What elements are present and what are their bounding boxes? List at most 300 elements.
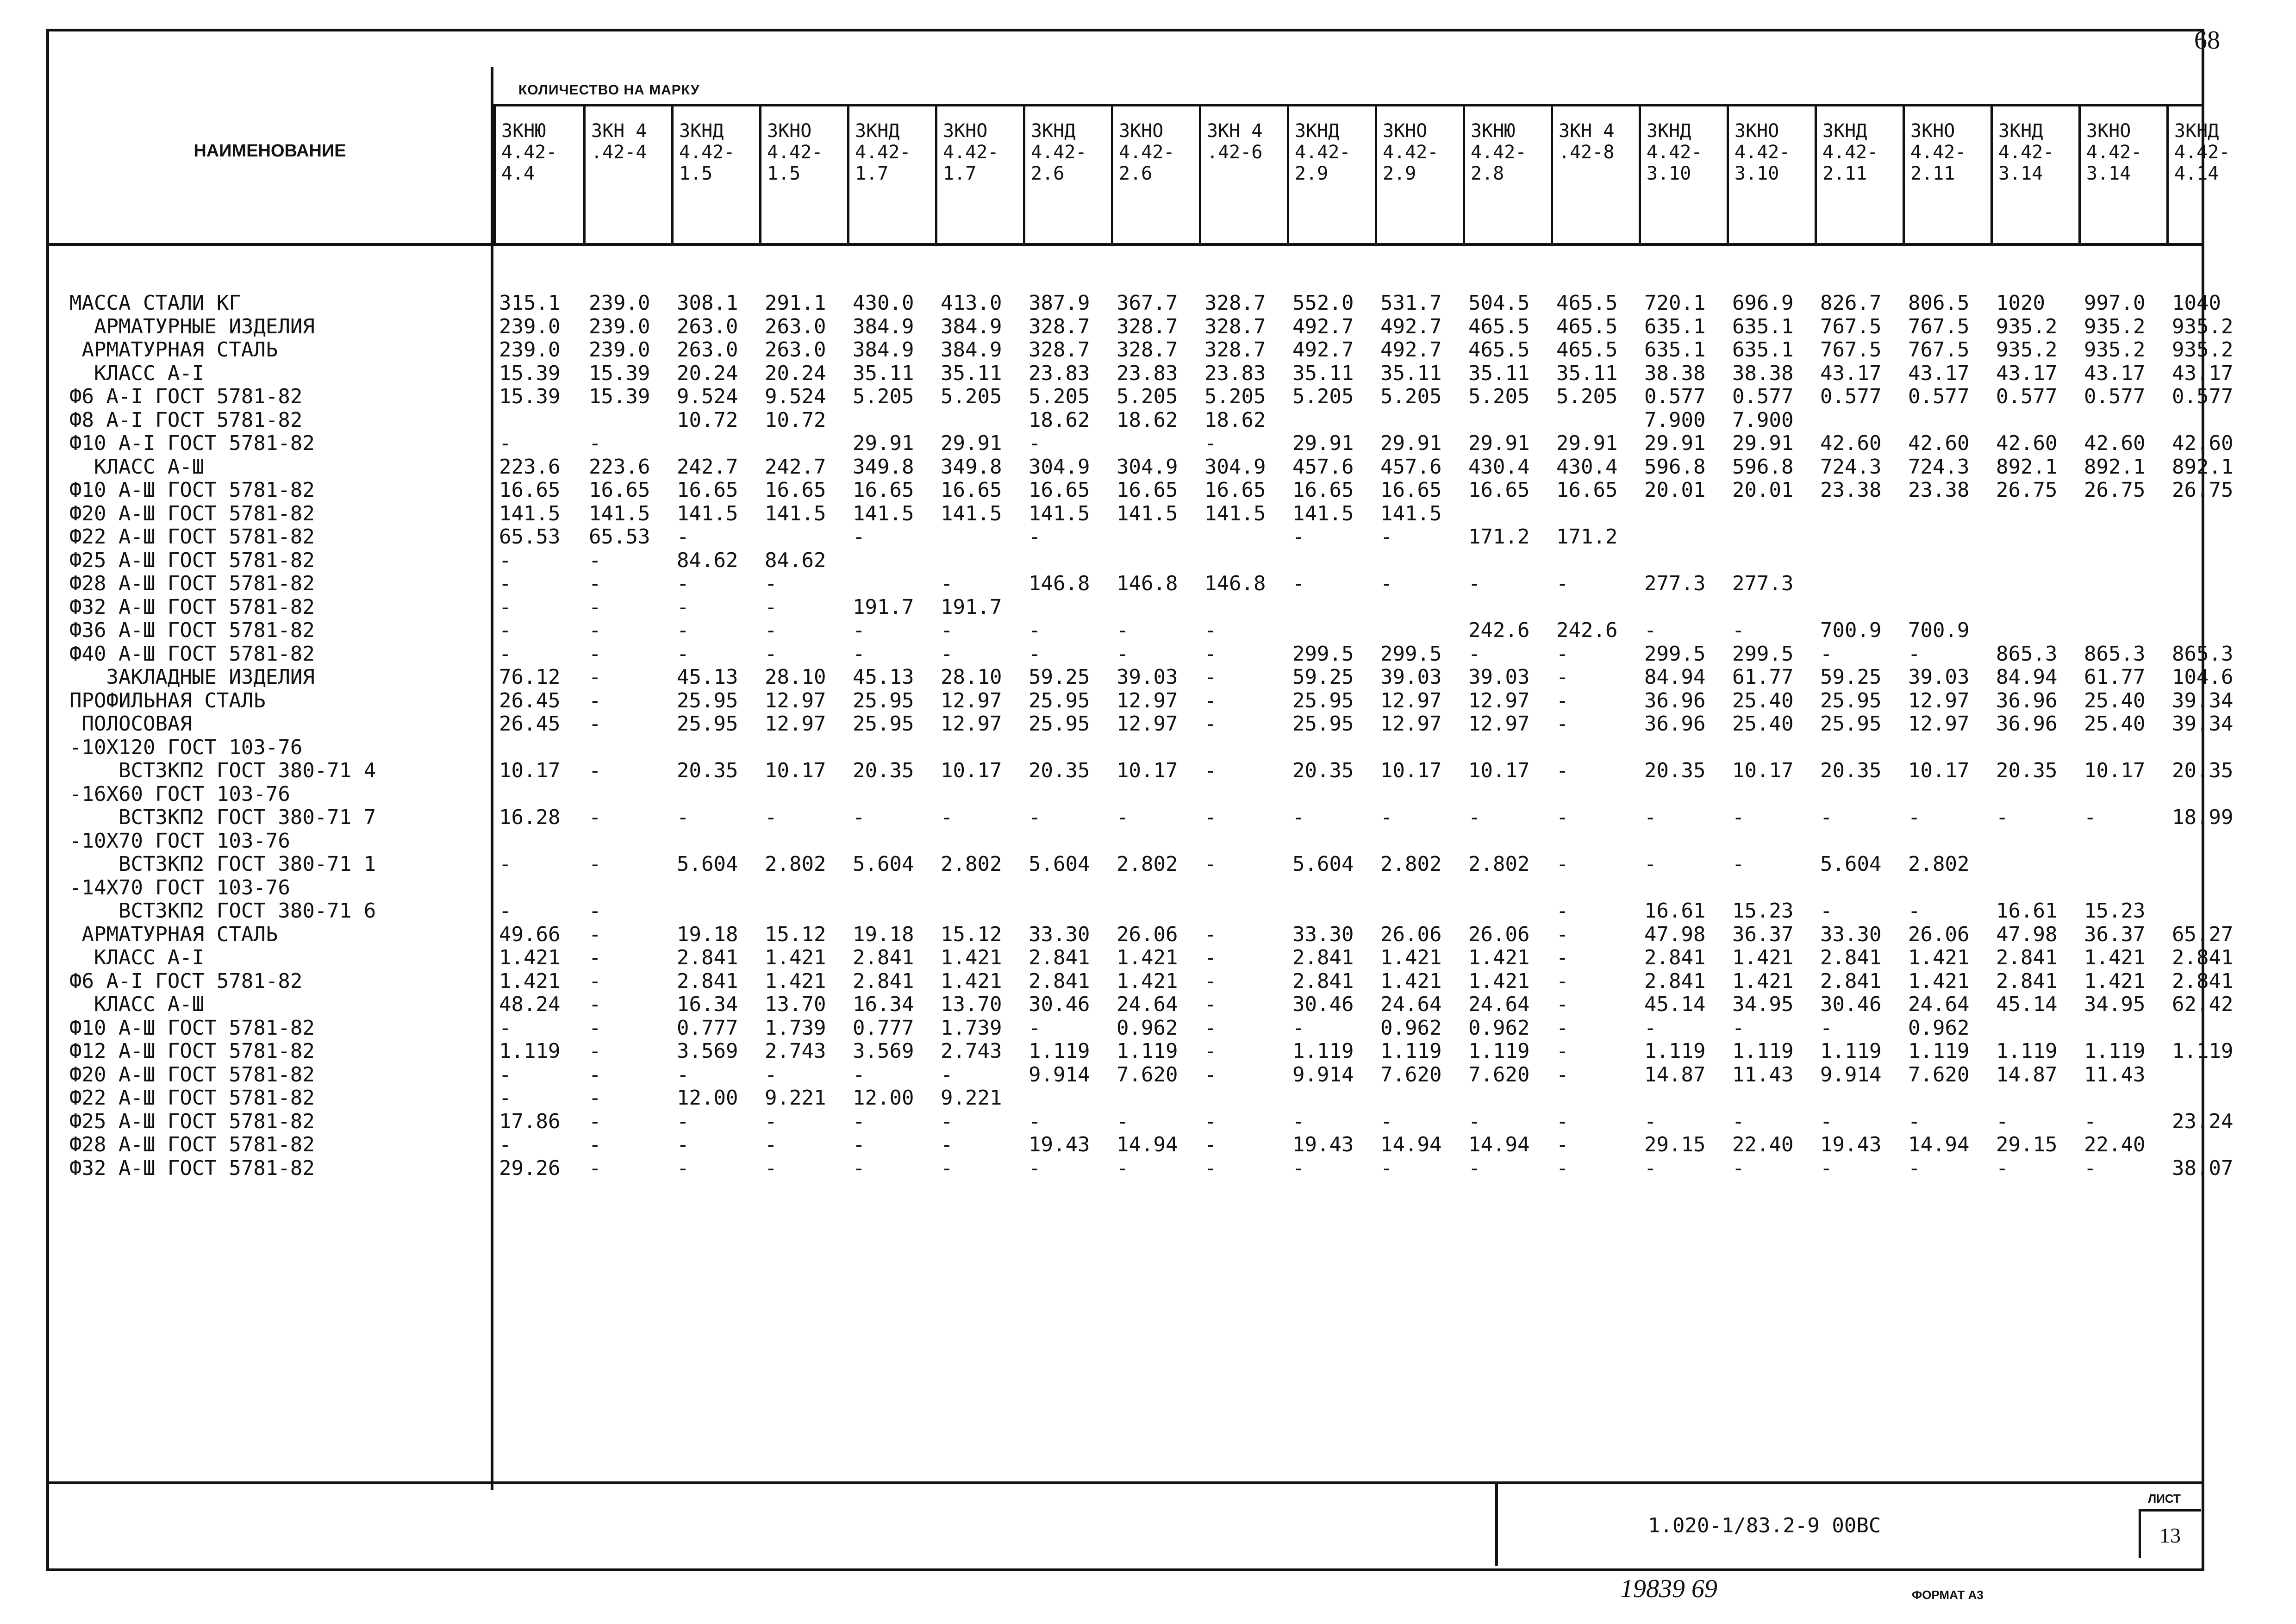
table-cell: 47.98 [1644, 922, 1706, 946]
table-cell: 49.66 [499, 922, 561, 946]
table-cell: - [941, 1109, 953, 1133]
table-cell: - [677, 595, 689, 619]
table-cell: 15.39 [499, 361, 561, 385]
table-cell: - [1204, 759, 1217, 782]
table-cell: 35.11 [941, 361, 1002, 385]
table-cell: 29.91 [1732, 431, 1794, 455]
table-cell: 1.739 [765, 1016, 826, 1040]
table-cell: - [499, 1016, 512, 1040]
table-cell: - [589, 595, 601, 619]
table-cell: 2.802 [1468, 852, 1530, 876]
table-cell: 635.1 [1732, 338, 1794, 362]
table-cell: - [589, 642, 601, 666]
table-cell: 20.35 [1820, 759, 1882, 782]
table-cell: 16.65 [1380, 478, 1442, 502]
table-cell: 328.7 [1204, 291, 1266, 315]
table-cell: - [1644, 806, 1657, 829]
table-cell: 9.914 [1292, 1062, 1354, 1087]
table-cell: - [1996, 1109, 2009, 1133]
table-cell: - [1556, 852, 1569, 876]
table-cell: 7.620 [1908, 1062, 1970, 1087]
table-cell: 1.119 [1732, 1039, 1794, 1063]
table-cell: 1.421 [1117, 969, 1178, 993]
row-label: КЛАСС А-I [69, 361, 205, 385]
table-cell: 25.40 [2084, 688, 2146, 712]
table-cell: - [1029, 1016, 1041, 1040]
row-label: ПОЛОСОВАЯ [69, 712, 192, 736]
table-cell: 328.7 [1204, 338, 1266, 362]
table-cell: - [499, 899, 512, 923]
table-cell: 14.94 [1908, 1133, 1970, 1156]
table-cell: 430.4 [1556, 455, 1618, 479]
table-cell: - [1204, 618, 1217, 642]
table-cell: - [853, 1109, 865, 1133]
table-cell: - [1380, 1156, 1393, 1180]
table-cell: 191.7 [853, 595, 914, 619]
table-cell: - [765, 595, 777, 619]
table-cell: - [1468, 642, 1481, 666]
table-cell: 26.45 [499, 688, 561, 712]
table-cell: 635.1 [1644, 338, 1706, 362]
table-cell: 34.95 [1732, 993, 1794, 1016]
mark-header: 3КНД 4.42- 2.9 [1287, 106, 1375, 243]
table-cell: - [499, 642, 512, 666]
table-cell: - [589, 899, 601, 923]
table-cell: - [1732, 852, 1745, 876]
table-cell: 315.1 [499, 291, 561, 315]
table-cell: 308.1 [677, 291, 738, 315]
table-cell: 171.2 [1468, 525, 1530, 549]
table-cell: 1.421 [1468, 969, 1530, 993]
table-cell: 465.5 [1556, 338, 1618, 362]
table-cell: - [941, 642, 953, 666]
table-cell: 33.30 [1292, 922, 1354, 946]
table-cell: 1.421 [765, 946, 826, 969]
table-cell: 0.962 [1908, 1016, 1970, 1040]
mark-header: 3КНО 4.42- 2.11 [1903, 106, 1990, 243]
table-cell: 43.17 [2172, 361, 2234, 385]
mark-header: 3КНО 4.42- 2.9 [1375, 106, 1463, 243]
table-cell: 16.65 [853, 478, 914, 502]
table-cell: 263.0 [765, 314, 826, 338]
table-cell: 48.24 [499, 993, 561, 1016]
table-cell: - [853, 1156, 865, 1180]
name-column-header: НАИМЕНОВАНИЕ [193, 141, 346, 161]
table-cell: - [1204, 688, 1217, 712]
table-cell: 935.2 [1996, 314, 2058, 338]
table-cell: 935.2 [2084, 338, 2146, 362]
sheet-number: 68 [2194, 26, 2220, 55]
table-cell: 11.43 [2084, 1062, 2146, 1087]
table-cell: - [1996, 806, 2009, 829]
table-cell: 935.2 [2172, 338, 2234, 362]
title-block-divider [46, 1481, 2202, 1484]
table-cell: 141.5 [589, 501, 650, 525]
table-cell: - [1204, 1109, 1217, 1133]
table-cell: 19.18 [853, 922, 914, 946]
table-cell: 34.95 [2084, 993, 2146, 1016]
table-cell: - [1204, 665, 1217, 689]
table-cell: - [589, 759, 601, 782]
table-cell: 141.5 [1204, 501, 1266, 525]
table-cell: 1.421 [2084, 946, 2146, 969]
table-cell: 349.8 [853, 455, 914, 479]
table-cell: 263.0 [677, 338, 738, 362]
table-cell: 16.65 [677, 478, 738, 502]
table-cell: 47.98 [1996, 922, 2058, 946]
table-cell: 25.40 [2084, 712, 2146, 736]
table-cell: - [1380, 572, 1393, 595]
table-cell: 20.24 [677, 361, 738, 385]
table-cell: 1.119 [2084, 1039, 2146, 1063]
table-cell: - [941, 806, 953, 829]
table-cell: 39.34 [2172, 688, 2234, 712]
table-cell: - [765, 642, 777, 666]
table-cell: 25.95 [1820, 688, 1882, 712]
table-cell: 504.5 [1468, 291, 1530, 315]
table-cell: - [1204, 946, 1217, 969]
table-cell: - [589, 946, 601, 969]
table-cell: 36.96 [1996, 688, 2058, 712]
table-cell: 0.962 [1117, 1016, 1178, 1040]
table-cell: 242.6 [1468, 618, 1530, 642]
table-cell: 25.95 [677, 712, 738, 736]
table-cell: - [589, 1133, 601, 1156]
table-cell: 12.97 [941, 688, 1002, 712]
table-cell: 384.9 [853, 314, 914, 338]
table-cell: - [1117, 642, 1129, 666]
row-label: ВСТ3КП2 ГОСТ 380-71 6 [69, 899, 376, 923]
mark-header: 3КНД 4.42- 2.11 [1815, 106, 1903, 243]
table-cell: - [1204, 1039, 1217, 1063]
table-cell: 20.01 [1732, 478, 1794, 502]
table-cell: 65.53 [589, 525, 650, 549]
row-label: КЛАСС А-Ш [69, 455, 205, 479]
table-cell: 1.119 [1117, 1039, 1178, 1063]
row-label: ПРОФИЛЬНАЯ СТАЛЬ [69, 688, 266, 712]
table-cell: 3.569 [677, 1039, 738, 1063]
table-cell: - [589, 431, 601, 455]
table-cell: 1.119 [1908, 1039, 1970, 1063]
table-cell: 26.06 [1908, 922, 1970, 946]
table-cell: 35.11 [1468, 361, 1530, 385]
table-cell: 1.739 [941, 1016, 1002, 1040]
table-cell: 865.3 [2172, 642, 2234, 666]
table-cell: - [1556, 899, 1569, 923]
table-cell: - [499, 595, 512, 619]
table-cell: 935.2 [2084, 314, 2146, 338]
table-cell: 23.38 [1820, 478, 1882, 502]
table-cell: 10.17 [941, 759, 1002, 782]
table-cell: 29.26 [499, 1156, 561, 1180]
row-label: Ф25 А-Ш ГОСТ 5781-82 [69, 548, 315, 572]
table-cell: 14.87 [1644, 1062, 1706, 1087]
table-cell: - [677, 1133, 689, 1156]
mark-header: 3КН 4 .42-4 [583, 106, 671, 243]
table-cell: 1.421 [1908, 946, 1970, 969]
table-cell: 223.6 [589, 455, 650, 479]
table-cell: 242.6 [1556, 618, 1618, 642]
table-cell: 23.83 [1029, 361, 1090, 385]
table-cell: 299.5 [1732, 642, 1794, 666]
table-cell: - [1029, 431, 1041, 455]
table-cell: 0.777 [853, 1016, 914, 1040]
table-cell: 2.841 [853, 946, 914, 969]
table-cell: 5.205 [941, 385, 1002, 408]
table-cell: - [1908, 642, 1921, 666]
table-cell: 29.91 [1468, 431, 1530, 455]
table-cell: - [589, 969, 601, 993]
table-cell: 1.421 [1117, 946, 1178, 969]
table-cell: 16.61 [1644, 899, 1706, 923]
table-cell: - [1204, 712, 1217, 736]
table-cell: - [941, 1156, 953, 1180]
table-cell: 171.2 [1556, 525, 1618, 549]
row-label: Ф25 А-Ш ГОСТ 5781-82 [69, 1109, 315, 1133]
table-cell: 1.119 [1292, 1039, 1354, 1063]
table-cell: - [1732, 1156, 1745, 1180]
table-cell: 39.34 [2172, 712, 2234, 736]
table-cell: 1.119 [1029, 1039, 1090, 1063]
table-cell: - [589, 1156, 601, 1180]
table-cell: 5.205 [1117, 385, 1178, 408]
table-cell: - [1117, 1109, 1129, 1133]
table-cell: 7.900 [1644, 408, 1706, 432]
table-cell: - [589, 1086, 601, 1110]
table-cell: - [1556, 688, 1569, 712]
table-cell: 0.577 [1908, 385, 1970, 408]
table-cell: 0.577 [1732, 385, 1794, 408]
table-cell: 263.0 [677, 314, 738, 338]
table-cell: 16.65 [499, 478, 561, 502]
table-cell: 15.23 [2084, 899, 2146, 923]
table-cell: 2.841 [1292, 946, 1354, 969]
row-label: АРМАТУРНАЯ СТАЛЬ [69, 338, 278, 362]
table-cell: 141.5 [499, 501, 561, 525]
table-cell: 349.8 [941, 455, 1002, 479]
table-cell: 9.524 [765, 385, 826, 408]
table-cell: - [941, 1062, 953, 1087]
table-cell: - [1732, 1016, 1745, 1040]
table-cell: 45.13 [677, 665, 738, 689]
table-cell: - [1820, 899, 1833, 923]
table-cell: - [1029, 525, 1041, 549]
table-cell: - [1117, 618, 1129, 642]
table-cell: 25.95 [677, 688, 738, 712]
table-cell: 14.94 [1468, 1133, 1530, 1156]
table-cell: 2.841 [1292, 969, 1354, 993]
table-cell: 141.5 [1292, 501, 1354, 525]
table-cell: - [589, 922, 601, 946]
table-cell: 43.17 [1996, 361, 2058, 385]
table-cell: 767.5 [1820, 314, 1882, 338]
table-cell: 16.28 [499, 806, 561, 829]
table-cell: - [589, 712, 601, 736]
table-cell: 39.03 [1468, 665, 1530, 689]
table-cell: 865.3 [2084, 642, 2146, 666]
table-cell: - [1204, 1062, 1217, 1087]
table-cell: - [1644, 852, 1657, 876]
table-cell: 892.1 [2084, 455, 2146, 479]
table-cell: 826.7 [1820, 291, 1882, 315]
table-cell: - [1556, 1109, 1569, 1133]
table-cell: - [589, 665, 601, 689]
table-cell: 16.65 [1204, 478, 1266, 502]
table-cell: 9.221 [941, 1086, 1002, 1110]
table-cell: 30.46 [1029, 993, 1090, 1016]
table-cell: 23.24 [2172, 1109, 2234, 1133]
table-cell: 1.421 [1732, 969, 1794, 993]
table-cell: 12.97 [1908, 712, 1970, 736]
table-cell: 0.777 [677, 1016, 738, 1040]
row-label: Ф28 А-Ш ГОСТ 5781-82 [69, 1133, 315, 1156]
row-label: Ф36 А-Ш ГОСТ 5781-82 [69, 618, 315, 642]
table-cell: 1.119 [1380, 1039, 1442, 1063]
table-cell: 16.34 [853, 993, 914, 1016]
table-cell: - [677, 572, 689, 595]
table-cell: 22.40 [2084, 1133, 2146, 1156]
table-cell: - [499, 548, 512, 572]
table-cell: - [1029, 1156, 1041, 1180]
table-cell: - [677, 642, 689, 666]
table-cell: 328.7 [1029, 338, 1090, 362]
table-cell: 767.5 [1908, 338, 1970, 362]
mark-header: 3КНО 4.42- 3.14 [2078, 106, 2166, 243]
table-cell: 26.75 [2172, 478, 2234, 502]
archive-number: 19839 69 [1620, 1574, 1717, 1603]
table-cell: 15.23 [1732, 899, 1794, 923]
table-cell: 20.35 [1644, 759, 1706, 782]
table-cell: 61.77 [1732, 665, 1794, 689]
table-cell: - [765, 1156, 777, 1180]
table-cell: - [589, 993, 601, 1016]
table-cell: - [499, 1062, 512, 1087]
table-cell: 25.95 [1029, 712, 1090, 736]
table-cell: 7.900 [1732, 408, 1794, 432]
table-cell: 36.96 [1644, 688, 1706, 712]
table-cell: 892.1 [2172, 455, 2234, 479]
table-cell: - [1556, 642, 1569, 666]
table-cell: - [499, 852, 512, 876]
table-cell: - [765, 1062, 777, 1087]
table-cell: - [499, 618, 512, 642]
table-cell: - [589, 688, 601, 712]
table-cell: 29.15 [1996, 1133, 2058, 1156]
table-cell: 2.841 [1996, 969, 2058, 993]
table-cell: 16.61 [1996, 899, 2058, 923]
table-cell: 492.7 [1380, 338, 1442, 362]
table-cell: 25.95 [853, 712, 914, 736]
table-cell: 892.1 [1996, 455, 2058, 479]
table-cell: - [1204, 1156, 1217, 1180]
table-cell: 10.17 [1732, 759, 1794, 782]
table-cell: 26.75 [2084, 478, 2146, 502]
table-cell: 239.0 [589, 314, 650, 338]
table-cell: - [1380, 525, 1393, 549]
table-cell: 24.64 [1908, 993, 1970, 1016]
table-cell: 141.5 [677, 501, 738, 525]
table-cell: 2.841 [1996, 946, 2058, 969]
table-cell: 1.421 [941, 969, 1002, 993]
table-cell: - [2084, 1109, 2096, 1133]
table-cell: - [1117, 1156, 1129, 1180]
table-cell: 16.65 [589, 478, 650, 502]
table-cell: 2.841 [1820, 969, 1882, 993]
table-cell: - [1292, 1016, 1305, 1040]
name-column-divider [491, 67, 493, 1490]
table-cell: 5.205 [1380, 385, 1442, 408]
table-cell: 16.65 [1556, 478, 1618, 502]
table-cell: 19.43 [1029, 1133, 1090, 1156]
table-cell: - [941, 572, 953, 595]
table-cell: 29.15 [1644, 1133, 1706, 1156]
table-cell: - [1204, 806, 1217, 829]
table-cell: 304.9 [1117, 455, 1178, 479]
table-cell: 12.97 [941, 712, 1002, 736]
table-cell: 25.95 [1292, 712, 1354, 736]
table-cell: 84.94 [1644, 665, 1706, 689]
table-cell: 492.7 [1292, 314, 1354, 338]
table-cell: - [677, 525, 689, 549]
table-cell: 5.205 [1468, 385, 1530, 408]
table-cell: 29.91 [941, 431, 1002, 455]
table-cell: - [853, 642, 865, 666]
table-cell: 2.743 [765, 1039, 826, 1063]
table-cell: 36.37 [1732, 922, 1794, 946]
table-cell: 59.25 [1820, 665, 1882, 689]
table-cell: 25.95 [1820, 712, 1882, 736]
table-cell: 384.9 [853, 338, 914, 362]
table-cell: 328.7 [1204, 314, 1266, 338]
table-cell: 5.604 [1029, 852, 1090, 876]
row-label: Ф8 А-I ГОСТ 5781-82 [69, 408, 303, 432]
table-cell: 15.39 [589, 385, 650, 408]
table-cell: - [1204, 642, 1217, 666]
mark-header: 3КНО 4.42- 1.7 [935, 106, 1023, 243]
table-cell: 1.421 [765, 969, 826, 993]
table-cell: 465.5 [1468, 314, 1530, 338]
table-cell: 696.9 [1732, 291, 1794, 315]
row-label: ВСТ3КП2 ГОСТ 380-71 1 [69, 852, 376, 876]
table-cell: 39.03 [1117, 665, 1178, 689]
table-cell: 25.40 [1732, 712, 1794, 736]
table-cell: - [1732, 806, 1745, 829]
table-cell: 2.841 [1820, 946, 1882, 969]
row-label: ВСТ3КП2 ГОСТ 380-71 7 [69, 806, 376, 829]
table-cell: 10.17 [499, 759, 561, 782]
table-cell: 2.841 [1029, 969, 1090, 993]
table-cell: 29.91 [1380, 431, 1442, 455]
table-cell: 997.0 [2084, 291, 2146, 315]
table-cell: 7.620 [1117, 1062, 1178, 1087]
table-cell: 42.60 [1820, 431, 1882, 455]
table-cell: - [1556, 665, 1569, 689]
table-cell: 84.94 [1996, 665, 2058, 689]
table-cell: 7.620 [1468, 1062, 1530, 1087]
table-cell: 39.03 [1908, 665, 1970, 689]
table-cell: 328.7 [1117, 314, 1178, 338]
table-cell: 65.27 [2172, 922, 2234, 946]
table-cell: 20.35 [1996, 759, 2058, 782]
table-cell: 36.96 [1644, 712, 1706, 736]
table-cell: 191.7 [941, 595, 1002, 619]
table-cell: 552.0 [1292, 291, 1354, 315]
table-cell: 9.914 [1029, 1062, 1090, 1087]
table-cell: 14.94 [1380, 1133, 1442, 1156]
table-cell: - [1996, 1156, 2009, 1180]
table-cell: - [1556, 1039, 1569, 1063]
table-cell: - [499, 431, 512, 455]
